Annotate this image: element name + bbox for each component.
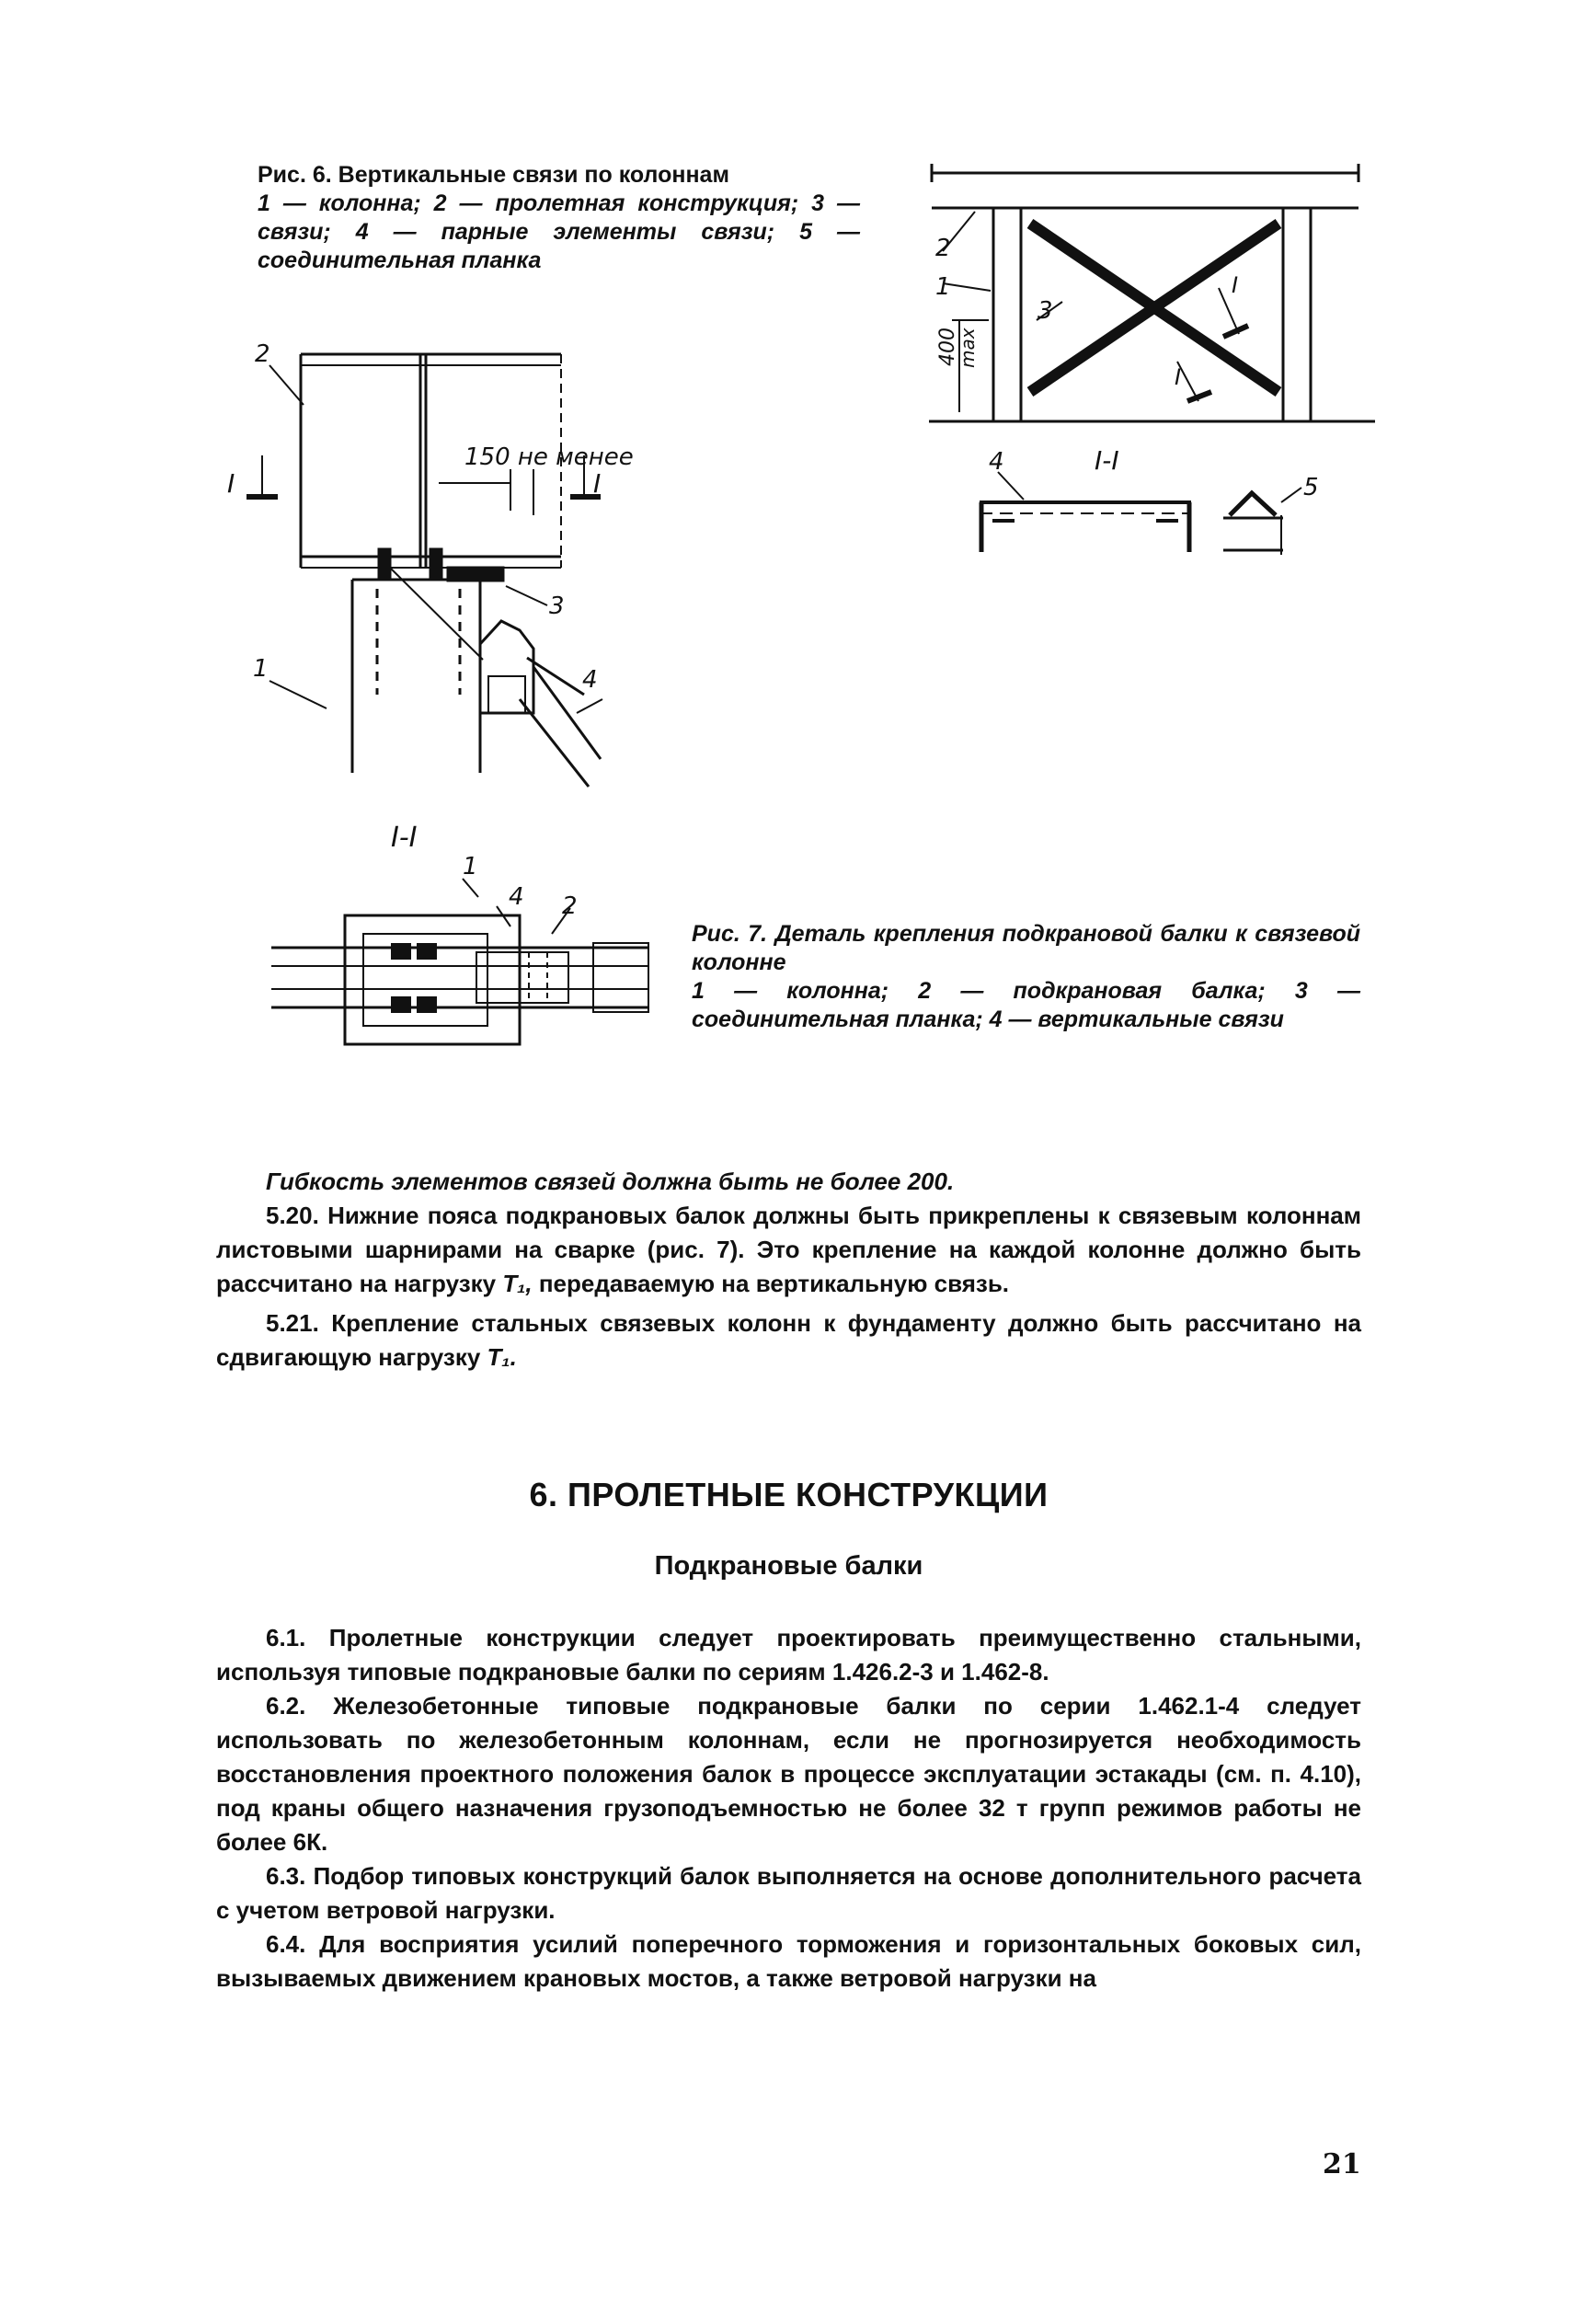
fig7-section-label: I-I	[391, 822, 418, 854]
fig7-plan-label-1: 1	[463, 853, 478, 880]
fig7-plan-label-2: 2	[562, 892, 578, 920]
paragraph-5-21: 5.21. Крепление стальных связевых колонн к фундаменту должно быть рассчитано на сдвигающую нагрузку T₁.	[216, 1309, 1361, 1371]
fig7-label-4: 4	[582, 666, 598, 694]
para-number: 6.4.	[266, 1930, 306, 1958]
fig7-sec-mark-a: I	[227, 468, 235, 499]
fig6-drawing	[915, 155, 1393, 578]
paragraph-5-20: 5.20. Нижние пояса подкрановых балок должны быть прикреплены к связевым колоннам листовыми шарнирами на сварке (рис. 7). Это крепление на каждой колонне должно быть рассчитано на нагрузку T₁, передаваемую на вертикальную связь.	[216, 1202, 1361, 1297]
fig7-caption	[692, 920, 1360, 1034]
paragraph-6-1: 6.1. Пролетные конструкции следует проектировать преимущественно стальными, используя типовые подкрановые балки по сериям 1.426.2-3 и 1.462-8.	[216, 1624, 1361, 1685]
fig6-label-2: 2	[935, 235, 951, 262]
page-number: 21	[1323, 2148, 1361, 2180]
para-number: 5.20.	[266, 1202, 319, 1229]
para-number: 6.1.	[266, 1624, 306, 1651]
fig7-title: Рис. 7. Деталь крепления подкрановой балки к связевой колонне	[692, 921, 1360, 975]
paragraph-6-4: 6.4. Для восприятия усилий поперечного торможения и горизонтальных боковых сил, вызываемых движением крановых мостов, а также ветровой нагрузки на	[216, 1930, 1361, 1992]
fig6-sec-mark-b: I	[1175, 364, 1182, 390]
fig6-label-1: 1	[935, 273, 951, 301]
paragraph-flexibility: Гибкость элементов связей должна быть не более 200.	[266, 1168, 955, 1195]
paragraph-6-3: 6.3. Подбор типовых конструкций балок выполняется на основе дополнительного расчета с учетом ветровой нагрузки.	[216, 1862, 1361, 1924]
fig6-label-5: 5	[1303, 474, 1319, 501]
fig7-label-2: 2	[255, 340, 270, 368]
fig7-dim-150: 150 не менее	[464, 443, 634, 471]
body-text-upper	[216, 1165, 1361, 1375]
fig6-label-3: 3	[1037, 297, 1053, 325]
para-number: 6.2.	[266, 1692, 306, 1720]
fig6-sec-mark-a: I	[1232, 272, 1239, 298]
para-number: 5.21.	[266, 1309, 319, 1337]
fig6-legend: 1 — колонна; 2 — пролетная конструкция; 3 — связи; 4 — парные элементы связи; 5 — соединительная планка	[258, 190, 860, 273]
fig7-legend: 1 — колонна; 2 — подкрановая балка; 3 — соединительная планка; 4 — вертикальные связи	[692, 978, 1360, 1032]
fig6-title: Рис. 6. Вертикальные связи по колоннам	[258, 162, 729, 188]
subsection-title: Подкрановые балки	[654, 1551, 923, 1581]
fig7-drawing	[216, 327, 694, 1081]
paragraph-6-2: 6.2. Железобетонные типовые подкрановые балки по серии 1.462.1-4 следует использовать по железобетонным колоннам, если не прогнозируется необходимость восстановления проектного положения балок в процессе эксплуатации эстакады (см. п. 4.10), под краны общего назначения грузоподъемностью не более 32 т групп режимов работы не более 6К.	[216, 1692, 1361, 1856]
fig7-plan-label-4: 4	[509, 883, 524, 911]
fig7-label-3: 3	[549, 593, 565, 620]
fig6-caption	[258, 161, 860, 275]
fig6-dim-400: 400	[936, 328, 959, 366]
fig6-label-4: 4	[989, 448, 1004, 476]
fig6-section-label: I-I	[1095, 445, 1119, 476]
para-number: 6.3.	[266, 1862, 306, 1890]
fig7-sec-mark-b: I	[593, 468, 602, 499]
section-title: 6. ПРОЛЕТНЫЕ КОНСТРУКЦИИ	[529, 1476, 1049, 1513]
fig7-label-1: 1	[253, 655, 269, 683]
body-text-lower	[216, 1621, 1361, 1996]
fig6-dim-max: max	[957, 328, 979, 368]
